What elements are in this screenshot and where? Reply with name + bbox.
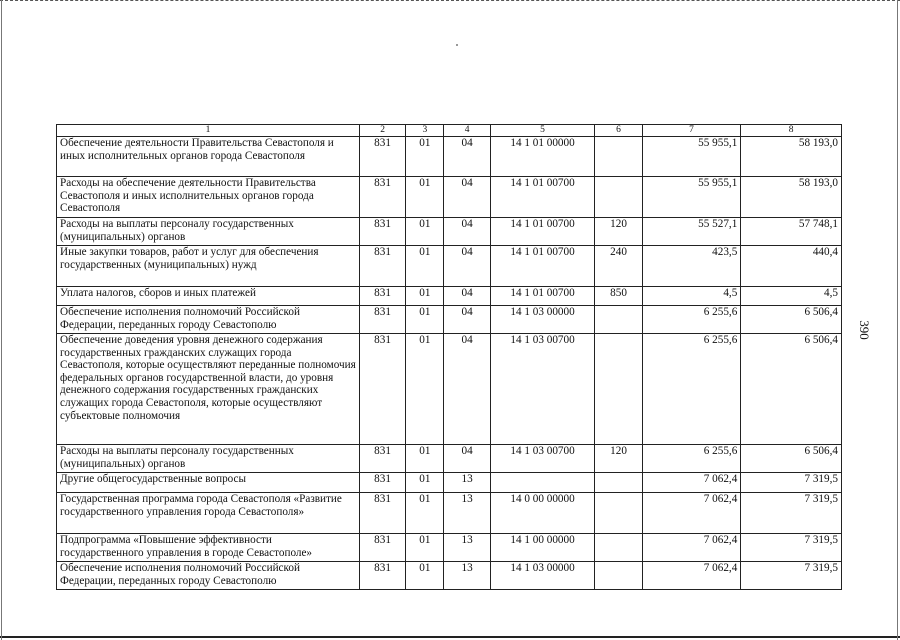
table-row [57,287,842,306]
table-row [57,218,842,246]
section-code: 01 [406,445,444,473]
ministry-code: 831 [359,246,405,287]
subsection-code: 13 [444,493,490,534]
ministry-code: 831 [359,534,405,562]
section-code: 01 [406,218,444,246]
scan-speck [456,44,458,46]
amount-year-1: 423,5 [642,246,741,287]
target-article-code: 14 1 01 00000 [490,137,595,177]
target-article-code: 14 0 00 00000 [490,493,595,534]
target-article-code: 14 1 01 00700 [490,246,595,287]
amount-year-1: 6 255,6 [642,334,741,445]
column-number: 8 [741,125,842,137]
table-row [57,445,842,473]
table-row [57,334,842,445]
subsection-code: 04 [444,177,490,218]
section-code: 01 [406,177,444,218]
subsection-code: 04 [444,137,490,177]
column-number-row [57,125,842,137]
expense-name: Обеспечение исполнения полномочий Российской Федерации, переданных городу Севастополю [57,562,360,590]
column-number: 3 [406,125,444,137]
subsection-code: 04 [444,287,490,306]
section-code: 01 [406,562,444,590]
column-number: 2 [359,125,405,137]
ministry-code: 831 [359,493,405,534]
section-code: 01 [406,246,444,287]
ministry-code: 831 [359,445,405,473]
expense-name: Расходы на обеспечение деятельности Правительства Севастополя и иных исполнительных органов города Севастополя [57,177,360,218]
ministry-code: 831 [359,562,405,590]
scan-right-edge [897,0,898,640]
budget-table [56,124,842,590]
column-number: 4 [444,125,490,137]
amount-year-1: 7 062,4 [642,562,741,590]
subsection-code: 04 [444,246,490,287]
section-code: 01 [406,334,444,445]
subsection-code: 04 [444,445,490,473]
amount-year-2: 57 748,1 [741,218,842,246]
column-number: 1 [57,125,360,137]
expense-name: Подпрограмма «Повышение эффективности государственного управления в городе Севастополе» [57,534,360,562]
expense-name: Обеспечение доведения уровня денежного содержания государственных гражданских служащих города Севастополя, которые осуществляют переданные полномочия федеральных органов государственной власти, до уровня денежного содержания государственных гражданских служащих города Севастополя, которые осуществляют субъектовые полномочия [57,334,360,445]
target-article-code: 14 1 03 00000 [490,562,595,590]
amount-year-2: 6 506,4 [741,306,842,334]
amount-year-2: 7 319,5 [741,493,842,534]
scan-top-edge [0,0,900,1]
expense-type-code [595,334,642,445]
table-row [57,177,842,218]
target-article-code: 14 1 03 00000 [490,306,595,334]
ministry-code: 831 [359,137,405,177]
table-row [57,493,842,534]
column-number: 5 [490,125,595,137]
table-row [57,246,842,287]
section-code: 01 [406,287,444,306]
expense-type-code [595,534,642,562]
target-article-code [490,473,595,493]
target-article-code: 14 1 01 00700 [490,218,595,246]
table-row [57,534,842,562]
amount-year-2: 7 319,5 [741,473,842,493]
amount-year-1: 6 255,6 [642,306,741,334]
table-row [57,562,842,590]
table-row [57,306,842,334]
expense-type-code: 120 [595,445,642,473]
table-row [57,473,842,493]
subsection-code: 13 [444,562,490,590]
page-number: 390 [857,320,872,340]
amount-year-2: 58 193,0 [741,177,842,218]
expense-type-code: 120 [595,218,642,246]
expense-name: Обеспечение деятельности Правительства Севастополя и иных исполнительных органов города Севастополя [57,137,360,177]
ministry-code: 831 [359,334,405,445]
scan-left-edge [1,0,2,640]
target-article-code: 14 1 03 00700 [490,445,595,473]
section-code: 01 [406,493,444,534]
ministry-code: 831 [359,218,405,246]
table-row [57,137,842,177]
target-article-code: 14 1 01 00700 [490,177,595,218]
expense-type-code [595,473,642,493]
subsection-code: 04 [444,334,490,445]
expense-type-code [595,177,642,218]
amount-year-2: 440,4 [741,246,842,287]
amount-year-2: 6 506,4 [741,334,842,445]
amount-year-1: 55 955,1 [642,137,741,177]
amount-year-1: 7 062,4 [642,493,741,534]
target-article-code: 14 1 01 00700 [490,287,595,306]
amount-year-2: 58 193,0 [741,137,842,177]
amount-year-2: 7 319,5 [741,534,842,562]
column-number: 7 [642,125,741,137]
subsection-code: 13 [444,534,490,562]
amount-year-1: 6 255,6 [642,445,741,473]
expense-name: Уплата налогов, сборов и иных платежей [57,287,360,306]
amount-year-2: 4,5 [741,287,842,306]
expense-name: Государственная программа города Севастополя «Развитие государственного управления города Севастополя» [57,493,360,534]
expense-type-code [595,137,642,177]
subsection-code: 04 [444,218,490,246]
expense-type-code [595,493,642,534]
amount-year-1: 7 062,4 [642,534,741,562]
section-code: 01 [406,137,444,177]
expense-type-code: 850 [595,287,642,306]
amount-year-1: 7 062,4 [642,473,741,493]
section-code: 01 [406,306,444,334]
expense-name: Обеспечение исполнения полномочий Российской Федерации, переданных городу Севастополю [57,306,360,334]
amount-year-1: 55 955,1 [642,177,741,218]
amount-year-2: 6 506,4 [741,445,842,473]
amount-year-1: 55 527,1 [642,218,741,246]
expense-name: Другие общегосударственные вопросы [57,473,360,493]
ministry-code: 831 [359,287,405,306]
section-code: 01 [406,534,444,562]
target-article-code: 14 1 03 00700 [490,334,595,445]
expense-name: Расходы на выплаты персоналу государственных (муниципальных) органов [57,445,360,473]
expense-name: Расходы на выплаты персоналу государственных (муниципальных) органов [57,218,360,246]
ministry-code: 831 [359,306,405,334]
amount-year-1: 4,5 [642,287,741,306]
ministry-code: 831 [359,177,405,218]
ministry-code: 831 [359,473,405,493]
amount-year-2: 7 319,5 [741,562,842,590]
expense-name: Иные закупки товаров, работ и услуг для обеспечения государственных (муниципальных) нужд [57,246,360,287]
subsection-code: 13 [444,473,490,493]
expense-type-code: 240 [595,246,642,287]
expense-type-code [595,562,642,590]
scan-bottom-edge [0,636,900,638]
column-number: 6 [595,125,642,137]
subsection-code: 04 [444,306,490,334]
expense-type-code [595,306,642,334]
target-article-code: 14 1 00 00000 [490,534,595,562]
section-code: 01 [406,473,444,493]
